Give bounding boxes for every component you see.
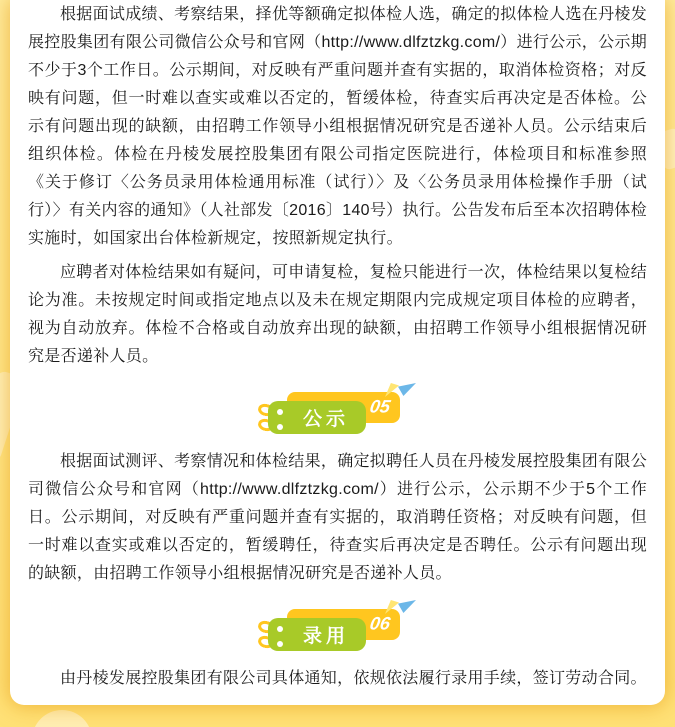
hole-dot-icon: [277, 641, 283, 647]
section-number: 06: [368, 613, 392, 634]
flash-triangle-blue-icon: [398, 383, 416, 396]
paragraph-employment: 由丹棱发展控股集团有限公司具体通知，依规依法履行录用手续，签订劳动合同。: [60, 670, 647, 687]
section-title: 录用: [302, 626, 349, 647]
hole-dot-icon: [277, 424, 283, 430]
background-circle: [32, 710, 92, 727]
paragraph-reexamination: 应聘者对体检结果如有疑问，可申请复检，复检只能进行一次，体检结果以复检结论为准。未按规定时间或指定地点以及未在规定期限内完成规定项目体检的应聘者，视为自动放弃。体检不合格或自动放弃出现的缺额，由招聘工作领导小组根据情况研究是否递补人员。: [28, 264, 647, 365]
hole-dot-icon: [277, 409, 283, 415]
paragraph-exam-announcement: 根据面试成绩、考察结果，择优等额确定拟体检人选，确定的拟体检人选在丹棱发展控股集团有限公司微信公众号和官网（http://www.dlfztzkg.com/）进行公示，公示期不少于3个工作日。公示期间，对反映有严重问题并查有实据的，取消体检资格；对反映有问题，但一时难以查实或难以否定的，暂缓体检，待查实后再决定是否体检。公示有问题出现的缺额，由招聘工作领导小组根据情况研究是否递补人员。公示结束后组织体检。体检在丹棱发展控股集团有限公司指定医院进行，体检项目和标准参照《关于修订〈公务员录用体检通用标准（试行）〉及〈公务员录用体检操作手册（试行）〉有关内容的通知》（人社部发〔2016〕140号）执行。公告发布后至本次招聘体检实施时，如国家出台体检新规定，按照新规定执行。: [28, 6, 647, 247]
badge-label-plate: [268, 401, 366, 434]
section-badge-gongshi: [259, 383, 416, 440]
section-title: 公示: [302, 409, 349, 430]
section-number: 05: [368, 396, 392, 417]
flash-triangle-blue-icon: [398, 600, 416, 613]
hole-dot-icon: [277, 626, 283, 632]
badge-label-plate: [268, 618, 366, 651]
paragraph-publicity: 根据面试测评、考察情况和体检结果，确定拟聘任人员在丹棱发展控股集团有限公司微信公众号和官网（http://www.dlfztzkg.com/）进行公示，公示期不少于5个工作日。公示期间，对反映有严重问题并查有实据的，取消聘任资格；对反映有问题，但一时难以查实或难以否定的，暂缓聘任，待查实后再决定是否聘任。公示有问题出现的缺额，由招聘工作领导小组根据情况研究是否递补人员。: [28, 453, 647, 582]
section-badge-luyong: [259, 600, 416, 657]
article-card: [10, 0, 665, 705]
